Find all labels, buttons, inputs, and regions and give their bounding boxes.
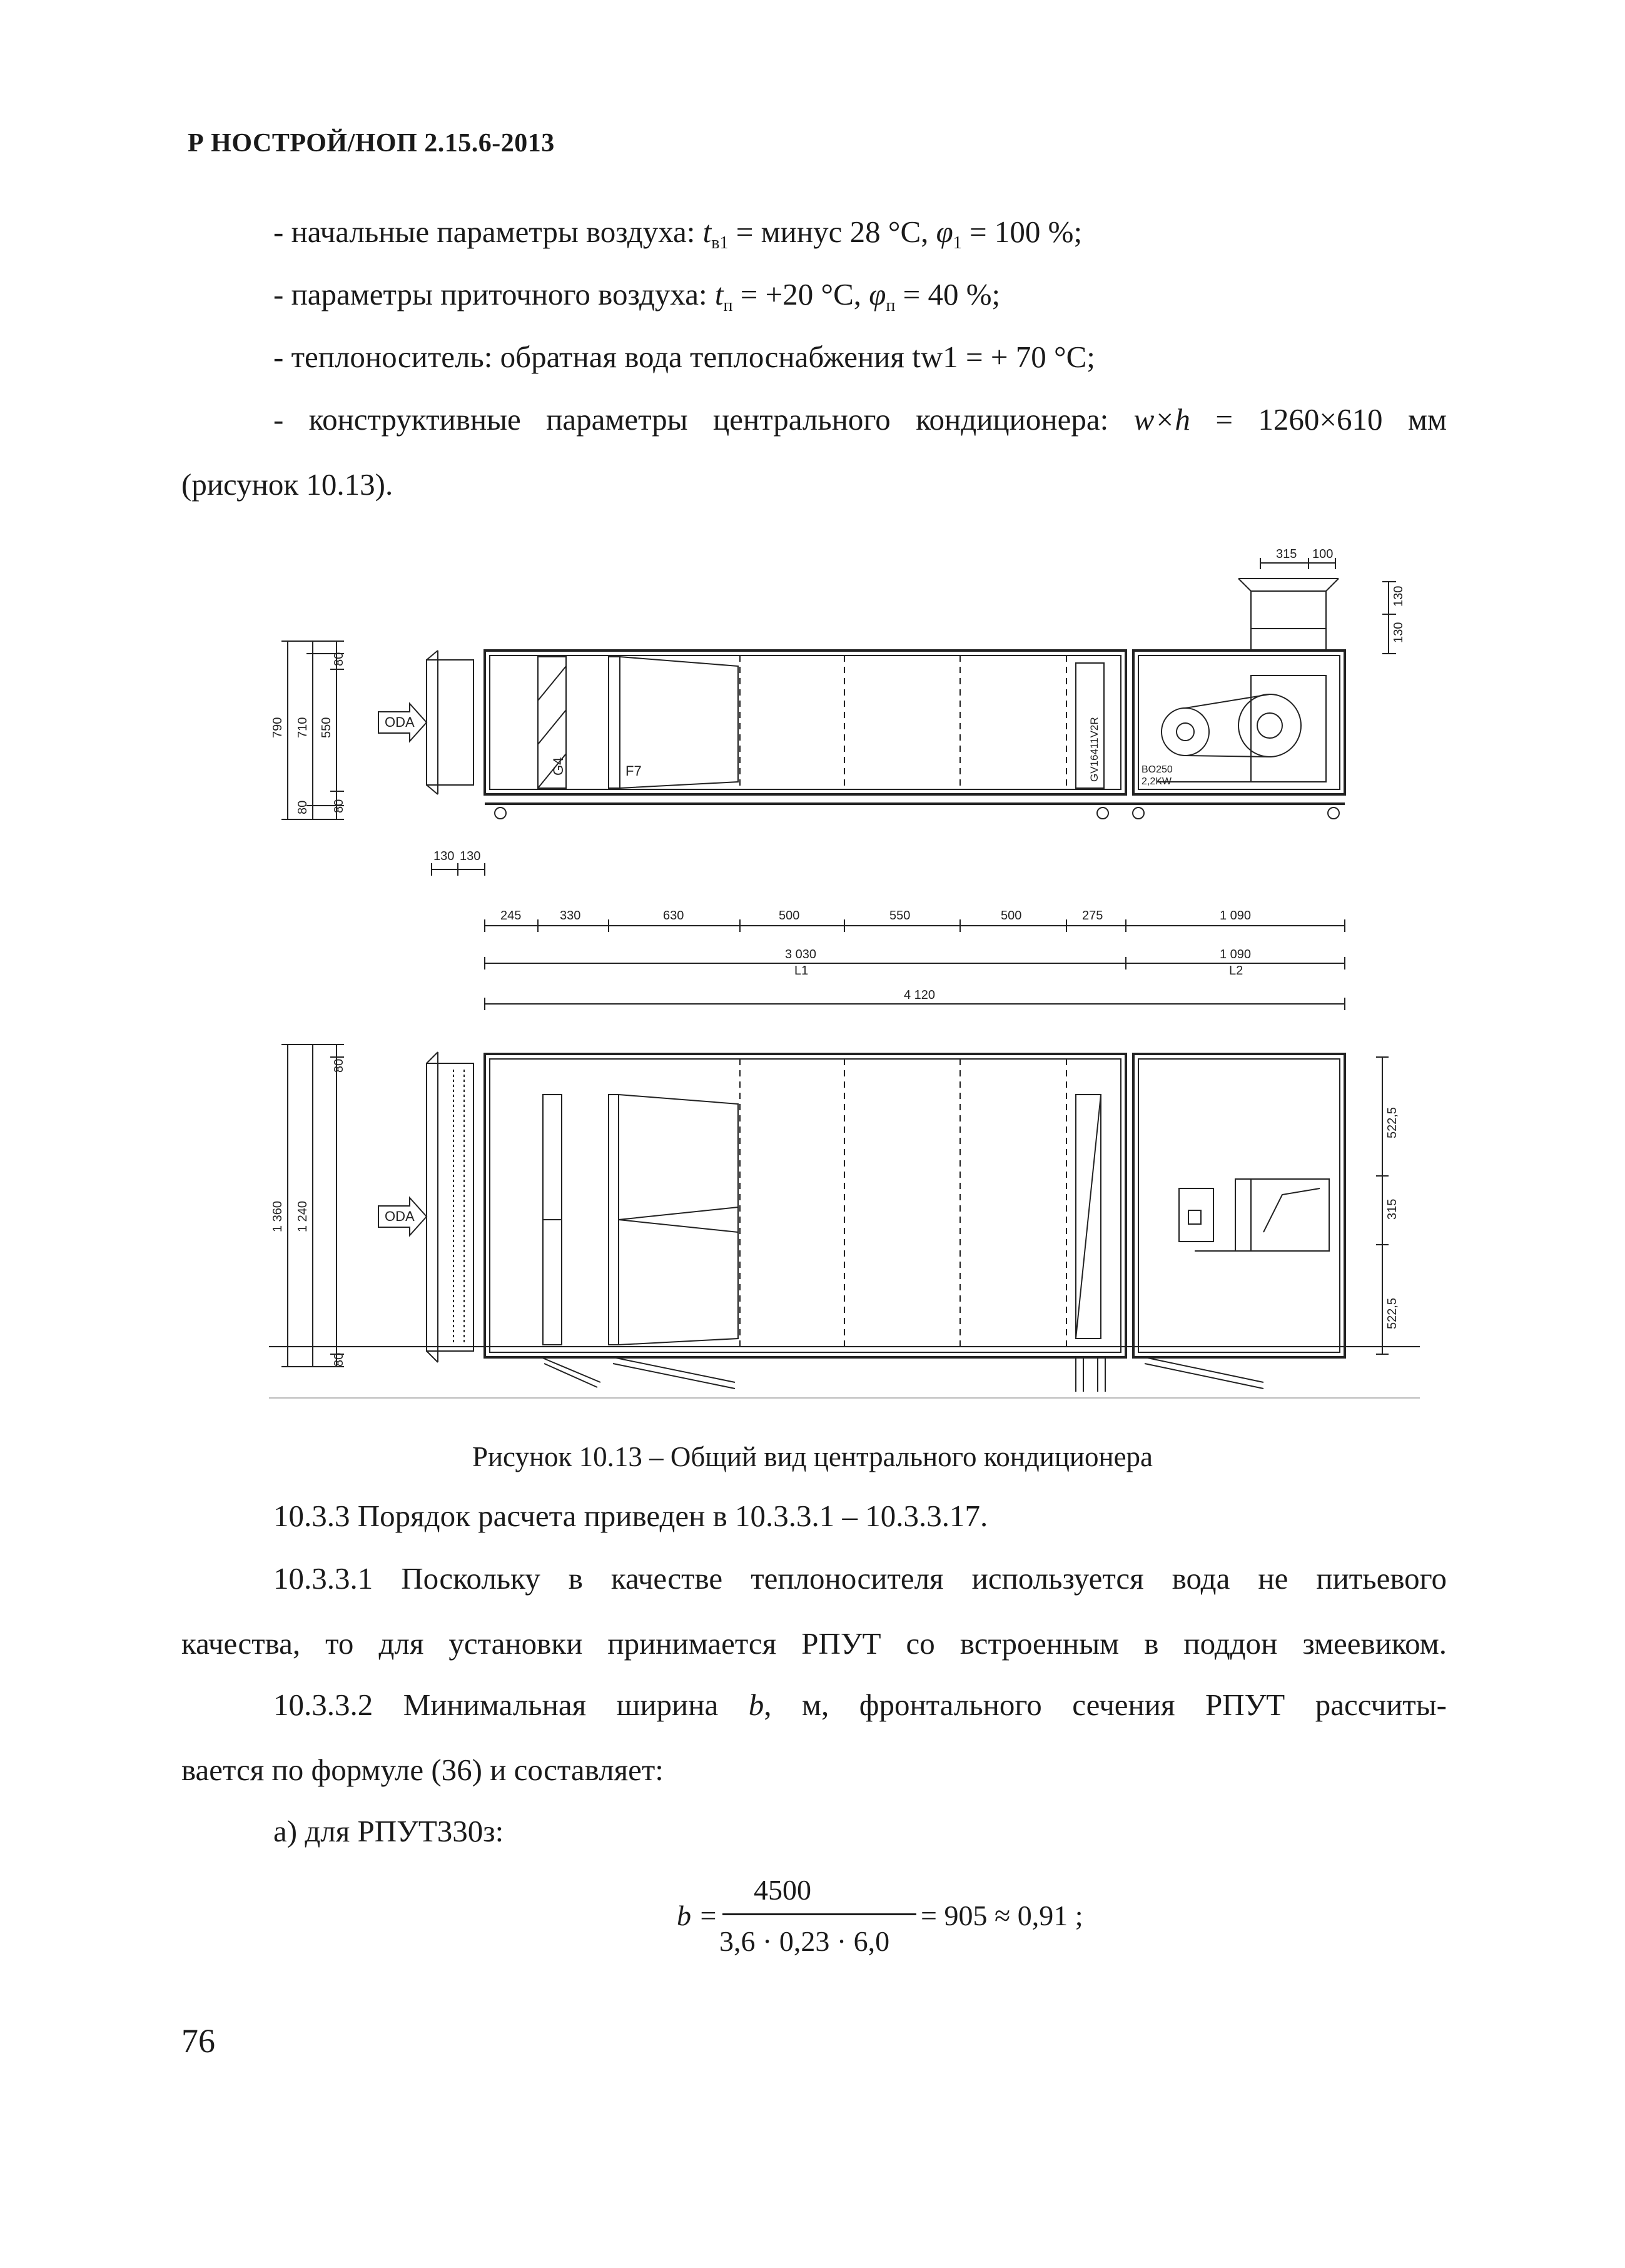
dim-plan-80b: 80	[332, 1352, 346, 1367]
section-10-3-3-2	[181, 1686, 1447, 1790]
dim-top-100: 100	[1312, 547, 1334, 561]
dim-l2-name: L2	[1229, 964, 1243, 978]
dim-plan-1360: 1 360	[271, 1200, 285, 1232]
section-10-3-3-1-line1: 10.3.3.1 Поскольку в качестве теплоносителя используется вода не питьевого	[273, 1561, 1447, 1596]
formula-rhs: = 905 ≈ 0,91 ;	[921, 1900, 1083, 1931]
dim-below-130a: 130	[433, 849, 455, 863]
param-initial-air-temp: = минус 28 °С,	[728, 215, 936, 249]
s3-text-a: 10.3.3.2 Минимальная ширина	[273, 1688, 749, 1722]
dim-below-130b: 130	[460, 849, 481, 863]
dim-right-130a: 130	[1392, 585, 1405, 607]
t-symbol: t	[714, 277, 724, 311]
label-oda-top: ODA	[385, 714, 415, 730]
label-f7: F7	[625, 763, 642, 779]
t-symbol: t	[702, 215, 712, 249]
phi-subscript: 1	[953, 233, 962, 253]
t-subscript: в1	[711, 233, 729, 253]
label-motor-1: BO250	[1142, 764, 1173, 775]
dim-chain-1090: 1 090	[1220, 909, 1252, 923]
dim-left-550: 550	[320, 717, 333, 738]
formula-lhs: b =	[677, 1900, 718, 1931]
item-a: а) для РПУТ330з:	[273, 1814, 504, 1848]
dim-l2-value: 1 090	[1220, 948, 1252, 961]
t-subscript: п	[723, 296, 733, 315]
phi-symbol: φ	[936, 215, 953, 249]
label-g4: G4	[550, 757, 566, 776]
param-supply-air-temp: = +20 °С,	[732, 277, 869, 311]
phi-subscript: п	[886, 296, 896, 315]
dim-top-315: 315	[1276, 547, 1297, 561]
dim-chain-245: 245	[500, 909, 522, 923]
param-supply-air-text: - параметры приточного воздуха:	[273, 277, 715, 311]
dim-chain-330: 330	[560, 909, 581, 923]
wh-symbol: w×h	[1133, 402, 1190, 437]
dim-left-710: 710	[296, 717, 310, 738]
dim-plan-1240: 1 240	[296, 1200, 310, 1232]
dim-plan-522a: 522,5	[1385, 1106, 1399, 1138]
label-fan: GV16411V2R	[1088, 717, 1100, 782]
param-supply-air-humidity: = 40 %;	[895, 277, 1001, 311]
param-initial-air	[273, 213, 1082, 251]
label-motor-2: 2,2KW	[1142, 776, 1172, 787]
dim-left-790: 790	[271, 717, 285, 738]
phi-symbol: φ	[869, 277, 886, 311]
formula-b	[663, 1873, 1226, 1973]
dim-chain-500a: 500	[779, 909, 800, 923]
param-design-line2: (рисунок 10.13).	[181, 467, 393, 502]
formula-numerator: 4500	[754, 1874, 811, 1906]
section-10-3-3-2-line2: вается по формуле (36) и составляет:	[181, 1753, 664, 1787]
section-10-3-3-1	[181, 1559, 1447, 1663]
dim-l1-name: L1	[794, 964, 809, 978]
dim-left-80c: 80	[296, 800, 310, 814]
dim-total: 4 120	[904, 988, 936, 1002]
figure-air-handling-unit	[263, 544, 1420, 1420]
b-symbol: b	[748, 1688, 764, 1722]
section-10-3-3: 10.3.3 Порядок расчета приведен в 10.3.3.1 – 10.3.3.17.	[273, 1499, 988, 1533]
s3-text-b: , м, фронтального сечения РПУТ рассчиты-	[764, 1688, 1447, 1722]
dim-chain-275: 275	[1082, 909, 1103, 923]
param-design-value: = 1260×610 мм	[1190, 402, 1447, 437]
dim-left-80a: 80	[332, 652, 346, 666]
figure-caption: Рисунок 10.13 – Общий вид центрального кондиционера	[472, 1441, 1153, 1472]
param-design-text: - конструктивные параметры центрального кондиционера:	[273, 402, 1134, 437]
param-design	[181, 400, 1447, 504]
formula-denominator: 3,6 · 0,23 · 6,0	[719, 1925, 890, 1957]
label-oda-plan: ODA	[385, 1208, 415, 1224]
dim-l1-value: 3 030	[785, 948, 817, 961]
drawing-svg	[263, 544, 1420, 1420]
dim-plan-315: 315	[1385, 1198, 1399, 1220]
section-10-3-3-2-line1	[181, 1686, 1447, 1724]
dim-chain-630: 630	[663, 909, 684, 923]
dim-plan-80a: 80	[332, 1058, 346, 1073]
param-initial-air-text: - начальные параметры воздуха:	[273, 215, 703, 249]
param-design-line1	[181, 400, 1447, 439]
dim-right-130b: 130	[1392, 622, 1405, 643]
page-number: 76	[181, 2022, 215, 2060]
param-supply-air	[273, 275, 1000, 314]
section-10-3-3-1-line2: качества, то для установки принимается РПУТ со встроенным в поддон змеевиком.	[181, 1626, 1447, 1661]
dim-chain-500b: 500	[1001, 909, 1022, 923]
param-heat-carrier: - теплоноситель: обратная вода теплоснабжения tw1 = + 70 °С;	[273, 340, 1095, 374]
param-initial-air-humidity: = 100 %;	[961, 215, 1083, 249]
dim-chain-550: 550	[889, 909, 911, 923]
dim-left-80b: 80	[332, 799, 346, 813]
dim-plan-522b: 522,5	[1385, 1297, 1399, 1329]
running-header: Р НОСТРОЙ/НОП 2.15.6-2013	[188, 129, 555, 158]
formula-fraction-bar	[722, 1913, 916, 1915]
